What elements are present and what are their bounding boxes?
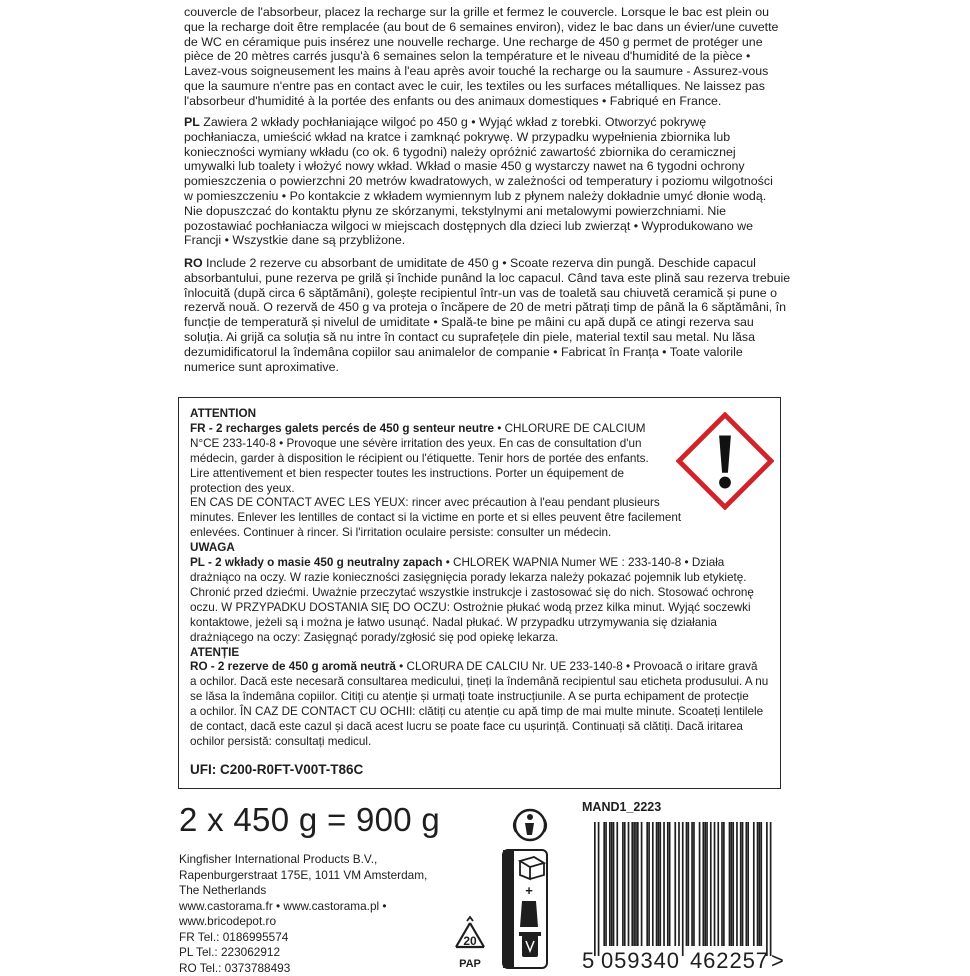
barcode-bar	[742, 822, 744, 946]
pl-warning-line: drażniącego na oczy: Zasięgnąć porady/zgłosić się pod opiekę lekarza.	[190, 631, 786, 646]
barcode-bar	[736, 822, 738, 946]
ro-line: numerice sunt aproximative.	[184, 360, 796, 375]
pl-instructions	[184, 115, 796, 248]
barcode-bar	[714, 822, 716, 946]
ro-line: înlocuită (după circa 6 săptămâni), golește recipientul într-un vas de toaletă sau chiuvetă ceramică și pune o	[184, 286, 796, 301]
barcode-bar	[691, 822, 693, 946]
fr-line: que la recharge doit être remplacée (au bout de 6 semaines environ), videz le bac dans un évier/une cuvette	[184, 20, 796, 35]
barcode-bar	[721, 822, 723, 946]
svg-text:+: +	[525, 883, 533, 898]
address-line: www.bricodepot.ro	[179, 914, 427, 930]
barcode-bar	[704, 822, 706, 946]
pl-warning-subtitle: PL - 2 wkłady o masie 450 g neutralny zapach	[190, 556, 442, 569]
ro-warning-heading: ATENȚIE	[190, 646, 786, 661]
barcode-left-digits: 059340	[601, 948, 679, 971]
barcode-bar	[656, 822, 658, 946]
barcode-bar	[594, 822, 596, 956]
barcode-bar	[667, 822, 669, 946]
pl-line: w pomieszczeniu • Po kontakcie z wkładem wymiennym lub z płynem należy dokładnie umyć dłonie wodą.	[184, 189, 796, 204]
net-quantity: 2 x 450 g = 900 g	[179, 800, 440, 840]
barcode-bar	[633, 822, 635, 946]
barcode-bar	[628, 822, 630, 946]
pl-warning-line: Chronić przed dziećmi. Uważnie przeczytać wszystkie instrukcje i zastosować się do nich. Stosować ochronę	[190, 586, 786, 601]
barcode-bar	[663, 822, 665, 946]
barcode-bar	[740, 822, 742, 946]
address-line: PL Tel.: 223062912	[179, 945, 427, 961]
barcode-bar	[682, 822, 684, 956]
barcode-bar	[622, 822, 624, 946]
ro-warning-line: ochilor persistă: consultați medicul.	[190, 735, 786, 750]
barcode-bar	[624, 822, 626, 946]
barcode-bar	[759, 822, 761, 946]
barcode-bar	[641, 822, 643, 946]
ufi-code: UFI: C200-R0FT-V00T-T86C	[190, 762, 363, 777]
barcode-bar	[674, 822, 676, 946]
ro-language-code: RO	[184, 256, 203, 270]
barcode-bar	[609, 822, 611, 946]
fr-warning-subtitle: FR - 2 recharges galets percés de 450 g senteur neutre	[190, 422, 494, 435]
ro-instructions	[184, 256, 796, 374]
barcode-bar	[648, 822, 650, 946]
fr-warning-line: N°CE 233-140-8 • Provoque une sévère irritation des yeux. En cas de consultation d'un	[190, 437, 786, 452]
pl-warning-line: oczu. W PRZYPADKU DOSTANIA SIĘ DO OCZU: Ostrożnie płukać wodą przez kilka minut. Wyjąć soczewki	[190, 601, 786, 616]
ro-warning-line: a ochilor. Dacă este necesară consultarea medicului, țineți la îndemână recipientul sau eticheta produsului. A nu	[190, 675, 786, 690]
barcode-bar	[616, 822, 618, 946]
barcode-bar	[747, 822, 749, 946]
fr-line: l'absorbeur d'humidité à la portée des enfants ou des animaux domestiques • Fabriqué en France.	[184, 94, 796, 109]
ro-line-text: Include 2 rezerve cu absorbant de umiditate de 450 g • Scoate rezerva din pungă. Deschide capacul	[206, 256, 756, 270]
barcode-bar	[710, 822, 712, 946]
address-line: RO Tel.: 0373788493	[179, 961, 427, 976]
barcode-bar	[766, 822, 768, 956]
barcode-bar	[686, 822, 688, 946]
fr-line: Lavez-vous soigneusement les mains à l'eau après avoir touché la recharge ou la saumure - Assurez-vous	[184, 64, 796, 79]
barcode-bar	[717, 822, 719, 946]
barcode-bar	[605, 822, 607, 946]
pl-warning-line: kontaktowe, jeżeli są i można je łatwo usunąć. Nadal płukać. W przypadku utrzymywania się działania	[190, 616, 786, 631]
ro-warning-subtitle: RO - 2 rezerve de 450 g aromă neutră	[190, 660, 396, 673]
barcode-bar	[706, 822, 708, 946]
recycling-icons	[446, 805, 566, 971]
pl-line: pozostawiać pochłaniacza wilgoci w miejscach dostępnych dla dzieci lub zwierząt • Wyprodukowano we	[184, 219, 796, 234]
ro-line: dezumidificatorul la îndemâna copiilor sau animalelor de companie • Fabricat în Franța • Toate valorile	[184, 345, 796, 360]
pl-line: konieczności wymiany wkładu (co ok. 6 tygodni) należy opróżnić zawartość zbiornika do ceramicznej	[184, 145, 796, 160]
barcode-bar	[757, 822, 759, 946]
fr-warning-line: protection des yeux.	[190, 482, 786, 497]
address-line: www.castorama.fr • www.castorama.pl •	[179, 899, 427, 915]
barcode-bar	[723, 822, 725, 946]
pl-warning-line	[190, 556, 786, 571]
barcode-bar	[646, 822, 648, 946]
barcode-bar	[731, 822, 733, 946]
barcode-bar	[753, 822, 755, 946]
fr-warning-heading: ATTENTION	[190, 407, 786, 422]
pl-line: umywalki lub toalety i włożyć nowy wkład. Wkład o masie 450 g wystarczy nawet na 6 tygodni ochrony	[184, 159, 796, 174]
ro-warning-line: a ochilor. ÎN CAZ DE CONTACT CU OCHII: clătiți cu atenție cu apă timp de mai multe minute. Scoateți lentilele	[190, 705, 786, 720]
pl-line-text: Zawiera 2 wkłady pochłaniające wilgoć po 450 g • Wyjąć wkład z torebki. Otworzyć pokrywę	[203, 115, 706, 129]
fr-line: couvercle de l'absorbeur, placez la recharge sur la grille et fermez le couvercle. Lorsque le bac est plein ou	[184, 5, 796, 20]
fr-warning-line-text: • CHLORURE DE CALCIUM	[494, 422, 646, 435]
recycle-material: PAP	[459, 958, 481, 970]
ro-warning-line-text: • CLORURA DE CALCIU Nr. UE 233-140-8 • Provoacă o iritare gravă	[396, 660, 758, 673]
barcode-bar	[732, 822, 734, 946]
barcode-bar	[637, 822, 639, 946]
barcode-bar	[635, 822, 637, 946]
fr-line: que la saumure n'entre pas en contact avec le cuir, les textiles ou les surfaces métalliques. Ne laissez pas	[184, 79, 796, 94]
fr-line: pièce de 20 mètres carrés jusqu'à 6 semaines selon la température et le niveau d'humidité de la pièce •	[184, 49, 796, 64]
pl-line	[184, 115, 796, 130]
ean-barcode	[582, 822, 786, 971]
pl-line: Nie dopuszczać do kontaktu płynu ze skórzanymi, tekstylnymi ani metalowymi powierzchniami. Nie	[184, 204, 796, 219]
fr-warning-line: médecin, garder à disposition le récipient ou l'étiquette. Tenir hors de portée des enfants.	[190, 452, 786, 467]
barcode-bar	[652, 822, 654, 946]
triman-icon	[514, 810, 546, 840]
ro-line: soluția. Ai grijă ca soluția să nu intre în contact cu suprafețele din piele, material textil sau metal. Nu lăsa	[184, 330, 796, 345]
address-line: Kingfisher International Products B.V.,	[179, 852, 427, 868]
recycle-code: 20	[463, 934, 477, 948]
paper-recycling-icon	[456, 917, 484, 970]
barcode-bar	[693, 822, 695, 946]
sorting-info-icon	[503, 850, 547, 968]
pl-line: Francji • Wszystkie dane są przybliżone.	[184, 233, 796, 248]
ro-line: funcție de temperatură și nivelul de umiditate • Spală-te bine pe mâini cu apă după ce atingi rezerva sau	[184, 315, 796, 330]
pl-warning-line: drażniąco na oczy. W razie konieczności zasięgnięcia porady lekarza należy pokazać pojemnik lub etykietę.	[190, 571, 786, 586]
barcode-bar	[729, 822, 731, 946]
ro-line: rezervă nouă. O rezervă de 450 g va proteja o încăpere de 20 de metri pătrați timp de până la 6 săptămâni, în	[184, 300, 796, 315]
fr-warning-line: EN CAS DE CONTACT AVEC LES YEUX: rincer avec précaution à l'eau pendant plusieurs	[190, 496, 786, 511]
pl-warning-line-text: • CHLOREK WAPNIA Numer WE : 233-140-8 • Działa	[442, 556, 724, 569]
ro-warning-line	[190, 660, 786, 675]
address-line: Rapenburgerstraat 175E, 1011 VM Amsterdam,	[179, 868, 427, 884]
ro-warning-line: se lăsa la îndemâna copiilor. Citiți cu atenție și urmați toate instrucțiunile. A se purta echipament de protecție	[190, 690, 786, 705]
pl-line: pomieszczenia o powierzchni 20 metrów kwadratowych, w zależności od temperatury i poziomu wilgotności	[184, 174, 796, 189]
hazard-warning-box	[178, 397, 781, 789]
address-line: The Netherlands	[179, 883, 427, 899]
barcode-bar	[631, 822, 633, 946]
fr-warning-line: minutes. Enlever les lentilles de contact si la victime en porte et si elles peuvent être facilement	[190, 511, 786, 526]
barcode-bar	[745, 822, 747, 946]
fr-warning-line: enlevées. Continuer à rincer. Si l'irritation oculaire persiste: consulter un médecin.	[190, 526, 786, 541]
barcode-bar	[613, 822, 615, 946]
address-line: FR Tel.: 0186995574	[179, 930, 427, 946]
exclamation-mark-hazard-icon	[676, 412, 774, 510]
pl-warning-heading: UWAGA	[190, 541, 786, 556]
batch-code: MAND1_2223	[582, 800, 661, 814]
fr-warning-line: Lire attentivement et bien respecter toutes les instructions. Porter un équipement de	[190, 467, 786, 482]
barcode-bar	[702, 822, 704, 946]
barcode-bar	[603, 822, 605, 946]
ro-warning-line: de contact, dacă este cazul și dacă acest lucru se poate face cu ușurință. Continuați să clătiți. Dacă iritarea	[190, 720, 786, 735]
pl-language-code: PL	[184, 115, 200, 129]
barcode-bar	[598, 822, 600, 956]
barcode-first-digit: 5	[582, 948, 594, 971]
barcode-bar	[770, 822, 772, 956]
barcode-bars	[594, 822, 771, 956]
barcode-bar	[760, 822, 762, 946]
barcode-end-mark: >	[771, 948, 784, 971]
fr-instructions	[184, 5, 796, 109]
barcode-bar	[669, 822, 671, 946]
ro-line	[184, 256, 796, 271]
fr-line: de WC en céramique puis insérez une nouvelle recharge. Une recharge de 450 g permet de protéger une	[184, 35, 796, 50]
barcode-right-digits: 462257	[690, 948, 768, 971]
barcode-bar	[699, 822, 701, 946]
manufacturer-address	[179, 852, 427, 976]
pl-line: pochłaniacza, umieścić wkład na kratce i zamknąć pokrywę. W przypadku wypełnienia zbiornika lub	[184, 130, 796, 145]
barcode-bar	[678, 822, 680, 946]
barcode-bar	[688, 822, 690, 946]
barcode-bar	[658, 822, 660, 946]
barcode-bar	[611, 822, 613, 946]
barcode-bar	[659, 822, 661, 946]
ro-line: absorbantului, pune rezerva pe grilă și închide punând la loc capacul. Când tava este plină sau rezerva trebuie	[184, 271, 796, 286]
